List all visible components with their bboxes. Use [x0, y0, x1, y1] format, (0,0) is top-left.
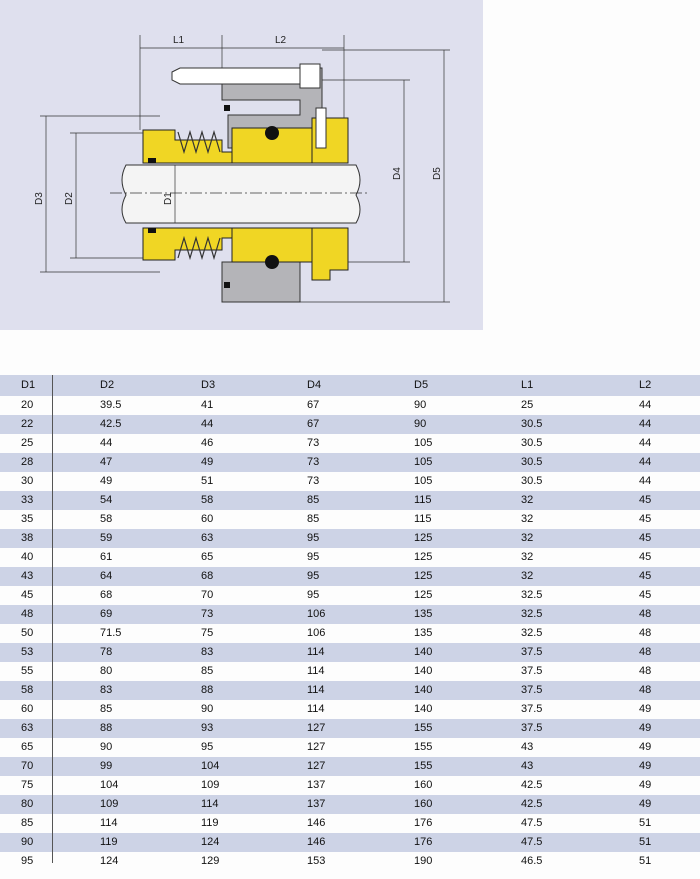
table-row [0, 491, 700, 510]
cell-d4: 146 [307, 817, 326, 829]
cell-d4: 95 [307, 532, 320, 544]
cell-d2: 114 [100, 817, 118, 829]
cell-d1: 53 [21, 646, 34, 658]
set-screw [316, 108, 326, 148]
cell-l1: 37.5 [521, 684, 543, 696]
cell-d3: 85 [201, 665, 214, 677]
cell-l2: 45 [639, 570, 652, 582]
cell-d5: 140 [414, 646, 433, 658]
table-row [0, 453, 700, 472]
cell-l2: 49 [639, 760, 652, 772]
table-row [0, 567, 700, 586]
cell-d1: 25 [21, 437, 34, 449]
cell-l2: 44 [639, 437, 652, 449]
cell-d2: 119 [100, 836, 118, 848]
table-row [0, 529, 700, 548]
cell-l2: 51 [639, 836, 652, 848]
cell-d1: 43 [21, 570, 34, 582]
cell-d3: 93 [201, 722, 214, 734]
gland-gasket-lower [224, 282, 230, 288]
cell-l1: 37.5 [521, 646, 543, 658]
cell-d5: 90 [414, 418, 427, 430]
header-d3: D3 [201, 379, 216, 391]
cell-d3: 124 [201, 836, 220, 848]
cell-d4: 127 [307, 741, 326, 753]
cell-d5: 135 [414, 608, 433, 620]
cell-l2: 51 [639, 817, 652, 829]
cell-l2: 49 [639, 779, 652, 791]
cell-l1: 47.5 [521, 817, 543, 829]
cell-d2: 124 [100, 855, 119, 867]
cell-d4: 114 [307, 646, 325, 658]
cell-l1: 30.5 [521, 456, 543, 468]
cell-d1: 55 [21, 665, 34, 677]
table-row [0, 681, 700, 700]
cell-l2: 44 [639, 456, 652, 468]
cell-l1: 47.5 [521, 836, 543, 848]
cell-d1: 70 [21, 760, 34, 772]
gland-gasket-upper [224, 105, 230, 111]
cell-d4: 95 [307, 570, 320, 582]
cell-d4: 73 [307, 475, 320, 487]
cell-d4: 137 [307, 779, 326, 791]
table-row [0, 396, 700, 415]
table-row [0, 510, 700, 529]
cell-d2: 71.5 [100, 627, 122, 639]
cell-d1: 58 [21, 684, 34, 696]
cell-d1: 95 [21, 855, 34, 867]
lower-o-ring [265, 255, 279, 269]
cell-d2: 68 [100, 589, 113, 601]
cell-d3: 65 [201, 551, 214, 563]
table-row [0, 814, 700, 833]
cell-d3: 44 [201, 418, 214, 430]
header-l2: L2 [639, 379, 652, 391]
cell-d2: 54 [100, 494, 113, 506]
label-d2: D2 [64, 192, 75, 205]
cell-d5: 125 [414, 589, 433, 601]
cell-l2: 51 [639, 855, 652, 867]
table-row [0, 757, 700, 776]
cell-d1: 60 [21, 703, 34, 715]
cell-d3: 70 [201, 589, 214, 601]
table-row [0, 624, 700, 643]
cell-d2: 64 [100, 570, 113, 582]
cell-d5: 160 [414, 779, 433, 791]
table-row [0, 852, 700, 871]
pin-head [300, 64, 320, 88]
cell-l1: 32.5 [521, 627, 543, 639]
cell-l1: 46.5 [521, 855, 543, 867]
cell-d2: 59 [100, 532, 113, 544]
table-row [0, 605, 700, 624]
cell-d2: 42.5 [100, 418, 122, 430]
cell-l2: 45 [639, 532, 652, 544]
cell-l1: 32 [521, 551, 534, 563]
label-d3: D3 [34, 192, 45, 205]
drive-pin [172, 68, 312, 84]
cell-d4: 114 [307, 665, 325, 677]
cell-d3: 109 [201, 779, 220, 791]
cell-d1: 40 [21, 551, 34, 563]
cell-d4: 106 [307, 608, 326, 620]
cell-l2: 44 [639, 475, 652, 487]
cell-l2: 48 [639, 646, 652, 658]
cell-d4: 127 [307, 760, 326, 772]
table-row [0, 434, 700, 453]
cell-l2: 45 [639, 494, 652, 506]
seal-drawing-svg [0, 0, 483, 330]
cell-d5: 155 [414, 741, 433, 753]
cell-l2: 48 [639, 608, 652, 620]
cell-l2: 49 [639, 722, 652, 734]
cell-d3: 58 [201, 494, 214, 506]
cell-d5: 125 [414, 570, 433, 582]
cell-d1: 63 [21, 722, 34, 734]
cell-d3: 88 [201, 684, 214, 696]
label-d1: D1 [163, 192, 174, 205]
cell-d5: 155 [414, 722, 433, 734]
cell-d5: 155 [414, 760, 433, 772]
cell-l2: 48 [639, 684, 652, 696]
shaft [122, 165, 360, 223]
cell-d5: 90 [414, 399, 427, 411]
cell-d1: 75 [21, 779, 34, 791]
cell-d1: 20 [21, 399, 34, 411]
header-d5: D5 [414, 379, 429, 391]
cell-l1: 37.5 [521, 703, 543, 715]
cell-d4: 106 [307, 627, 326, 639]
table-row [0, 833, 700, 852]
cell-d3: 104 [201, 760, 220, 772]
cell-d1: 30 [21, 475, 34, 487]
cell-d4: 73 [307, 456, 320, 468]
cell-l1: 32 [521, 532, 534, 544]
cell-d4: 127 [307, 722, 326, 734]
table-row [0, 662, 700, 681]
cell-d5: 105 [414, 475, 433, 487]
table-header-row [0, 375, 700, 396]
cell-l1: 37.5 [521, 665, 543, 677]
cell-l1: 32 [521, 513, 534, 525]
header-d4: D4 [307, 379, 322, 391]
header-d1: D1 [21, 379, 36, 391]
lower-seal-insert [148, 228, 156, 233]
cell-d2: 78 [100, 646, 113, 658]
table-row [0, 472, 700, 491]
cell-d4: 153 [307, 855, 326, 867]
cell-d2: 69 [100, 608, 113, 620]
cell-d1: 80 [21, 798, 34, 810]
table-row [0, 795, 700, 814]
cell-l1: 32.5 [521, 608, 543, 620]
cell-l1: 25 [521, 399, 534, 411]
cell-d2: 49 [100, 475, 113, 487]
cell-d2: 88 [100, 722, 113, 734]
cell-d5: 135 [414, 627, 433, 639]
cell-d4: 137 [307, 798, 326, 810]
table-row [0, 700, 700, 719]
cell-d1: 33 [21, 494, 34, 506]
dimension-table [0, 375, 700, 871]
cell-d1: 45 [21, 589, 34, 601]
cell-d3: 90 [201, 703, 214, 715]
cell-d3: 60 [201, 513, 214, 525]
label-d4: D4 [392, 167, 403, 180]
header-d2: D2 [100, 379, 115, 391]
cell-d3: 41 [201, 399, 214, 411]
table-row [0, 738, 700, 757]
cell-d4: 146 [307, 836, 326, 848]
cell-d2: 83 [100, 684, 113, 696]
cell-d4: 95 [307, 551, 320, 563]
gland-housing-lower [222, 262, 300, 302]
cell-l2: 49 [639, 741, 652, 753]
cell-d5: 190 [414, 855, 433, 867]
cell-l1: 30.5 [521, 418, 543, 430]
table-row [0, 776, 700, 795]
cell-d3: 75 [201, 627, 214, 639]
cell-d5: 140 [414, 703, 433, 715]
cell-d4: 85 [307, 494, 320, 506]
cell-l2: 49 [639, 703, 652, 715]
cell-d4: 85 [307, 513, 320, 525]
label-l1: L1 [173, 35, 185, 46]
cell-l1: 42.5 [521, 798, 543, 810]
cell-d5: 125 [414, 532, 433, 544]
cell-d1: 90 [21, 836, 34, 848]
cell-l1: 43 [521, 760, 534, 772]
table-row [0, 586, 700, 605]
cell-d1: 50 [21, 627, 34, 639]
table-body [0, 396, 700, 871]
cell-d1: 48 [21, 608, 34, 620]
table-row [0, 643, 700, 662]
table-row [0, 719, 700, 738]
label-d5: D5 [432, 167, 443, 180]
cell-d5: 140 [414, 665, 433, 677]
cell-d3: 119 [201, 817, 219, 829]
seal-cross-section-drawing [0, 0, 483, 330]
cell-d1: 22 [21, 418, 34, 430]
cell-d1: 85 [21, 817, 34, 829]
cell-l1: 42.5 [521, 779, 543, 791]
cell-l2: 45 [639, 513, 652, 525]
cell-d5: 115 [414, 494, 432, 506]
cell-d5: 176 [414, 836, 433, 848]
cell-l1: 30.5 [521, 475, 543, 487]
cell-d2: 90 [100, 741, 113, 753]
cell-d3: 83 [201, 646, 214, 658]
cell-d2: 47 [100, 456, 113, 468]
cell-d3: 129 [201, 855, 220, 867]
table-row [0, 548, 700, 567]
cell-l2: 48 [639, 665, 652, 677]
upper-o-ring [265, 126, 279, 140]
cell-d3: 114 [201, 798, 219, 810]
cell-d3: 68 [201, 570, 214, 582]
cell-d3: 73 [201, 608, 214, 620]
cell-d1: 35 [21, 513, 34, 525]
cell-d2: 44 [100, 437, 113, 449]
cell-d5: 125 [414, 551, 433, 563]
cell-l2: 49 [639, 798, 652, 810]
cell-d4: 114 [307, 684, 325, 696]
cell-l1: 30.5 [521, 437, 543, 449]
cell-d2: 99 [100, 760, 113, 772]
cell-d2: 80 [100, 665, 113, 677]
cell-d4: 95 [307, 589, 320, 601]
cell-d2: 104 [100, 779, 119, 791]
cell-d3: 51 [201, 475, 214, 487]
cell-d5: 105 [414, 437, 433, 449]
upper-seal-insert [148, 158, 156, 163]
cell-d1: 38 [21, 532, 34, 544]
lower-collar [312, 228, 348, 280]
cell-d4: 67 [307, 418, 320, 430]
cell-l2: 45 [639, 589, 652, 601]
cell-l2: 44 [639, 399, 652, 411]
cell-d1: 28 [21, 456, 34, 468]
label-l2: L2 [275, 35, 287, 46]
cell-d4: 73 [307, 437, 320, 449]
cell-d5: 105 [414, 456, 433, 468]
cell-l2: 45 [639, 551, 652, 563]
cell-d2: 61 [100, 551, 113, 563]
cell-d5: 176 [414, 817, 433, 829]
cell-d3: 46 [201, 437, 214, 449]
cell-l2: 44 [639, 418, 652, 430]
cell-d4: 67 [307, 399, 320, 411]
cell-d3: 49 [201, 456, 214, 468]
cell-l1: 37.5 [521, 722, 543, 734]
cell-l1: 32 [521, 570, 534, 582]
header-l1: L1 [521, 379, 534, 391]
cell-d5: 140 [414, 684, 433, 696]
table-row [0, 415, 700, 434]
cell-l2: 48 [639, 627, 652, 639]
cell-d2: 39.5 [100, 399, 122, 411]
cell-d2: 85 [100, 703, 113, 715]
cell-d1: 65 [21, 741, 34, 753]
cell-d5: 160 [414, 798, 433, 810]
cell-d3: 95 [201, 741, 214, 753]
cell-d2: 109 [100, 798, 119, 810]
cell-l1: 32 [521, 494, 534, 506]
cell-l1: 32.5 [521, 589, 543, 601]
cell-d3: 63 [201, 532, 214, 544]
cell-l1: 43 [521, 741, 534, 753]
cell-d5: 115 [414, 513, 432, 525]
cell-d4: 114 [307, 703, 325, 715]
cell-d2: 58 [100, 513, 113, 525]
column-divider [52, 375, 53, 863]
